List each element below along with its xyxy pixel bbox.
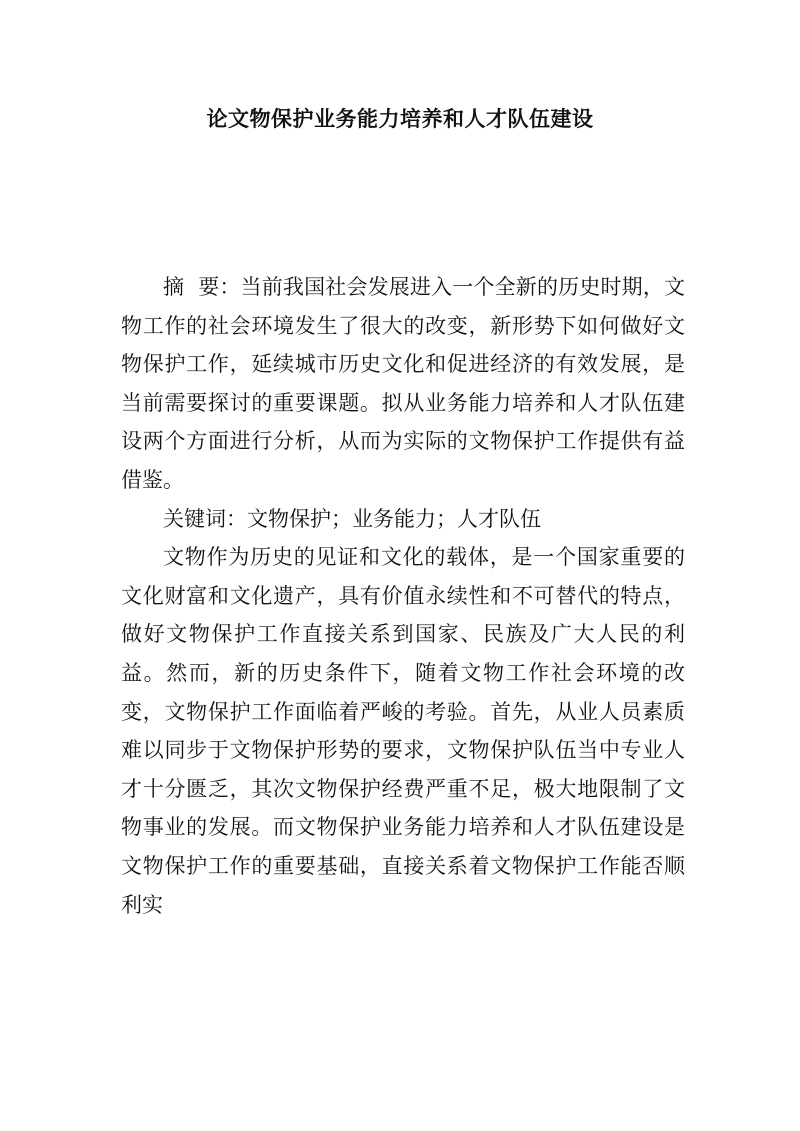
abstract-text: 当前我国社会发展进入一个全新的历史时期，文物工作的社会环境发生了很大的改变，新形势下如何做好文物保护工作，延续城市历史文化和促进经济的有效发展，是当前需要探讨的重要课题。拟从业务能力培养和人才队伍建设两个方面进行分析，从而为实际的文物保护工作提供有益借鉴。	[121, 275, 686, 492]
document-body	[121, 268, 685, 924]
document-title: 论文物保护业务能力培养和人才队伍建设	[206, 106, 594, 131]
keywords-label: 关键词：	[163, 506, 247, 531]
body-paragraph: 文物作为历史的见证和文化的载体，是一个国家重要的文化财富和文化遗产，具有价值永续性和不可替代的特点，做好文物保护工作直接关系到国家、民族及广大人民的利益。然而，新的历史条件下，随着文物工作社会环境的改变，文物保护工作面临着严峻的考验。首先，从业人员素质难以同步于文物保护形势的要求，文物保护队伍当中专业人才十分匮乏，其次文物保护经费严重不足，极大地限制了文物事业的发展。而文物保护业务能力培养和人才队伍建设是文物保护工作的重要基础，直接关系着文物保护工作能否顺利实	[121, 545, 685, 917]
abstract-label-first-char: 摘	[163, 275, 199, 299]
abstract-paragraph	[121, 268, 685, 500]
abstract-label-rest: 要：	[198, 275, 241, 299]
keywords-paragraph	[121, 500, 685, 539]
keywords-text: 文物保护；业务能力；人才队伍	[247, 506, 541, 531]
